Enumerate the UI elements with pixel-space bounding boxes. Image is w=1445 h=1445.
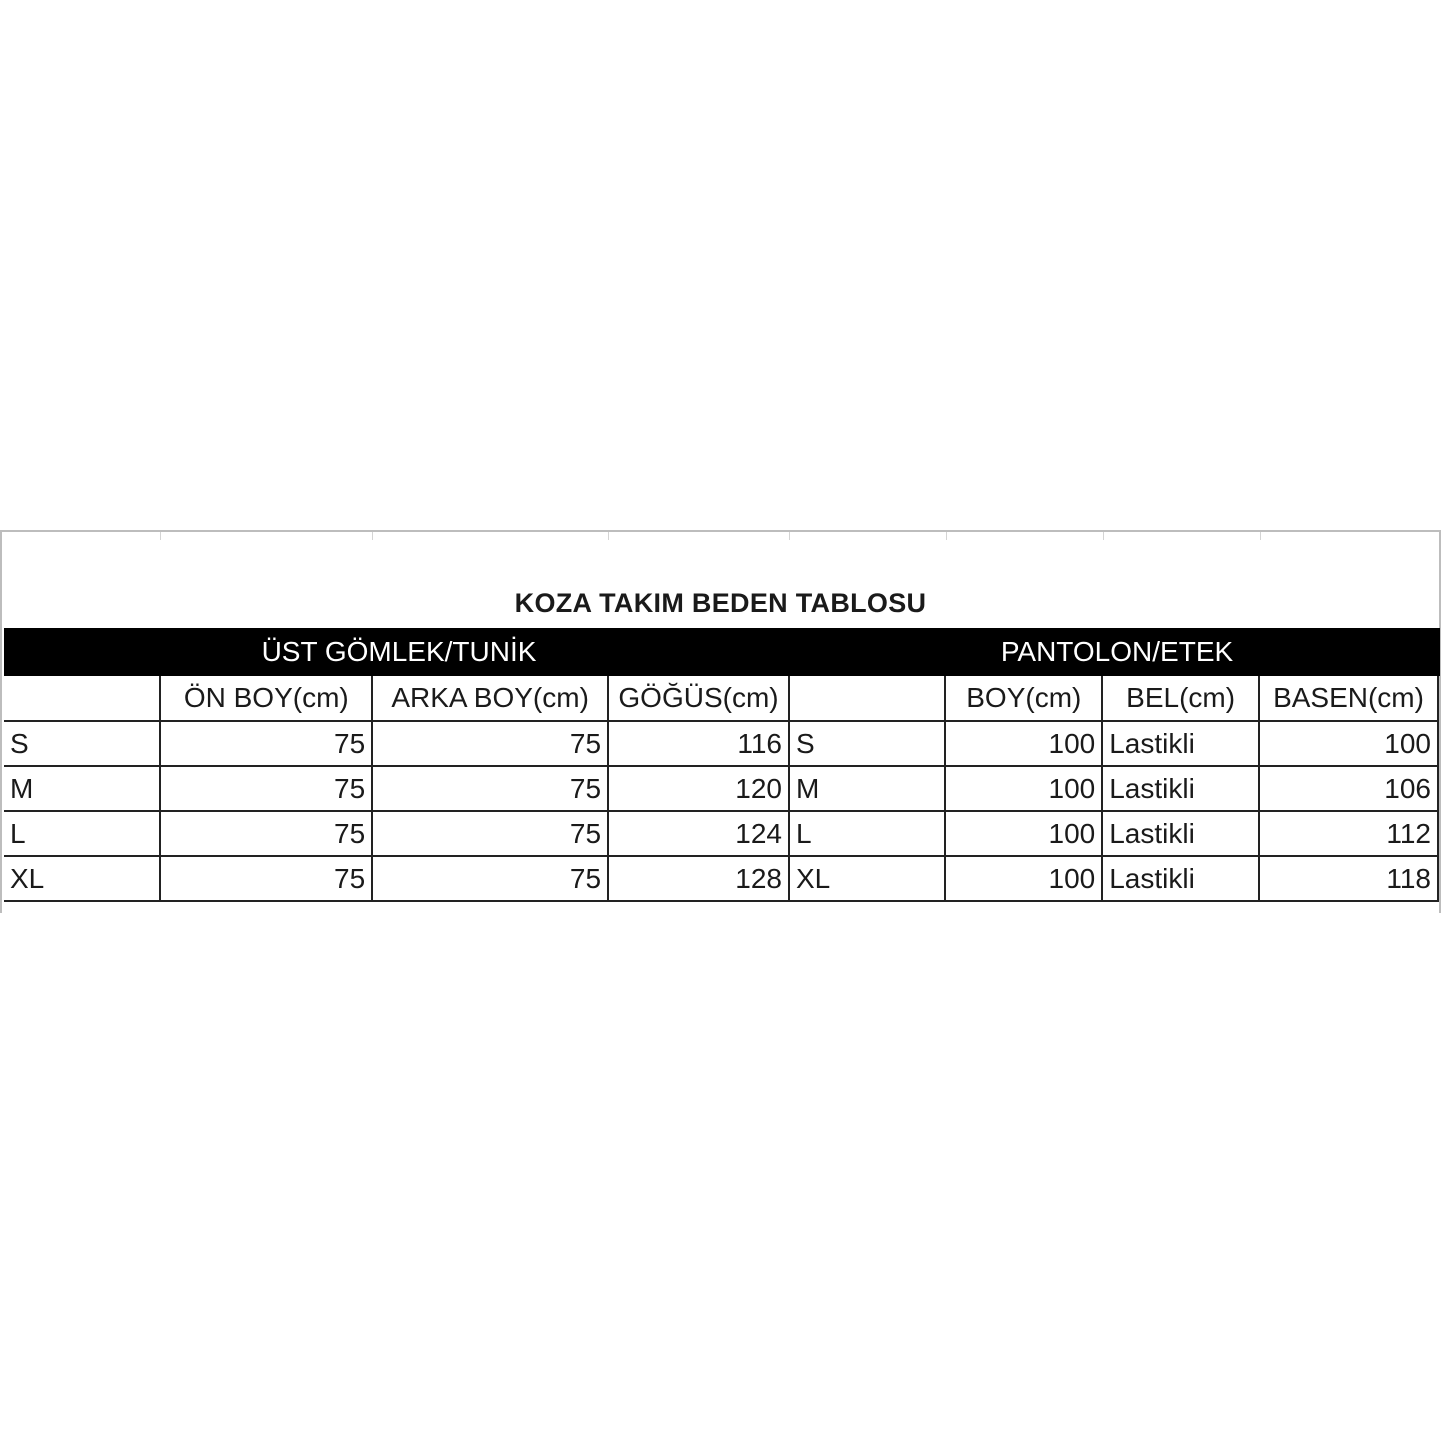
cell-size: S — [4, 721, 160, 766]
cell-size: XL — [789, 856, 945, 901]
cell-back-length: 75 — [372, 811, 608, 856]
cell-chest: 124 — [608, 811, 789, 856]
size-chart-sheet — [0, 530, 1441, 913]
cell-waist: Lastikli — [1102, 856, 1259, 901]
column-header-front-length: ÖN BOY(cm) — [160, 676, 372, 721]
chart-title: KOZA TAKIM BEDEN TABLOSU — [514, 588, 927, 618]
cell-waist: Lastikli — [1102, 811, 1259, 856]
cell-front-length: 75 — [160, 811, 372, 856]
cell-size: M — [4, 766, 160, 811]
table-row — [4, 766, 1438, 811]
column-header-length: BOY(cm) — [945, 676, 1102, 721]
cell-hip: 100 — [1259, 721, 1438, 766]
header-row — [4, 676, 1438, 721]
title-row — [2, 532, 1439, 628]
cell-length: 100 — [945, 766, 1102, 811]
cell-hip: 112 — [1259, 811, 1438, 856]
section-band — [4, 628, 1440, 676]
cell-chest: 120 — [608, 766, 789, 811]
column-header-waist: BEL(cm) — [1102, 676, 1259, 721]
cell-hip: 106 — [1259, 766, 1438, 811]
cell-back-length: 75 — [372, 766, 608, 811]
cell-size: M — [789, 766, 945, 811]
cell-back-length: 75 — [372, 721, 608, 766]
column-header-size — [789, 676, 945, 721]
column-header-size — [4, 676, 160, 721]
column-header-back-length: ARKA BOY(cm) — [372, 676, 608, 721]
column-header-chest: GÖĞÜS(cm) — [608, 676, 789, 721]
section-label-top: ÜST GÖMLEK/TUNİK — [261, 636, 537, 667]
cell-chest: 116 — [608, 721, 789, 766]
cell-front-length: 75 — [160, 856, 372, 901]
cell-hip: 118 — [1259, 856, 1438, 901]
section-label-bottom: PANTOLON/ETEK — [1000, 636, 1234, 667]
cell-size: L — [789, 811, 945, 856]
table-row — [4, 811, 1438, 856]
cell-size: S — [789, 721, 945, 766]
cell-length: 100 — [945, 721, 1102, 766]
cell-size: XL — [4, 856, 160, 901]
cell-chest: 128 — [608, 856, 789, 901]
cell-size: L — [4, 811, 160, 856]
cell-front-length: 75 — [160, 766, 372, 811]
table-row — [4, 856, 1438, 901]
cell-length: 100 — [945, 811, 1102, 856]
table-row — [4, 721, 1438, 766]
column-header-hip: BASEN(cm) — [1259, 676, 1438, 721]
cell-waist: Lastikli — [1102, 766, 1259, 811]
cell-length: 100 — [945, 856, 1102, 901]
cell-waist: Lastikli — [1102, 721, 1259, 766]
cell-back-length: 75 — [372, 856, 608, 901]
cell-front-length: 75 — [160, 721, 372, 766]
size-table — [4, 676, 1439, 902]
